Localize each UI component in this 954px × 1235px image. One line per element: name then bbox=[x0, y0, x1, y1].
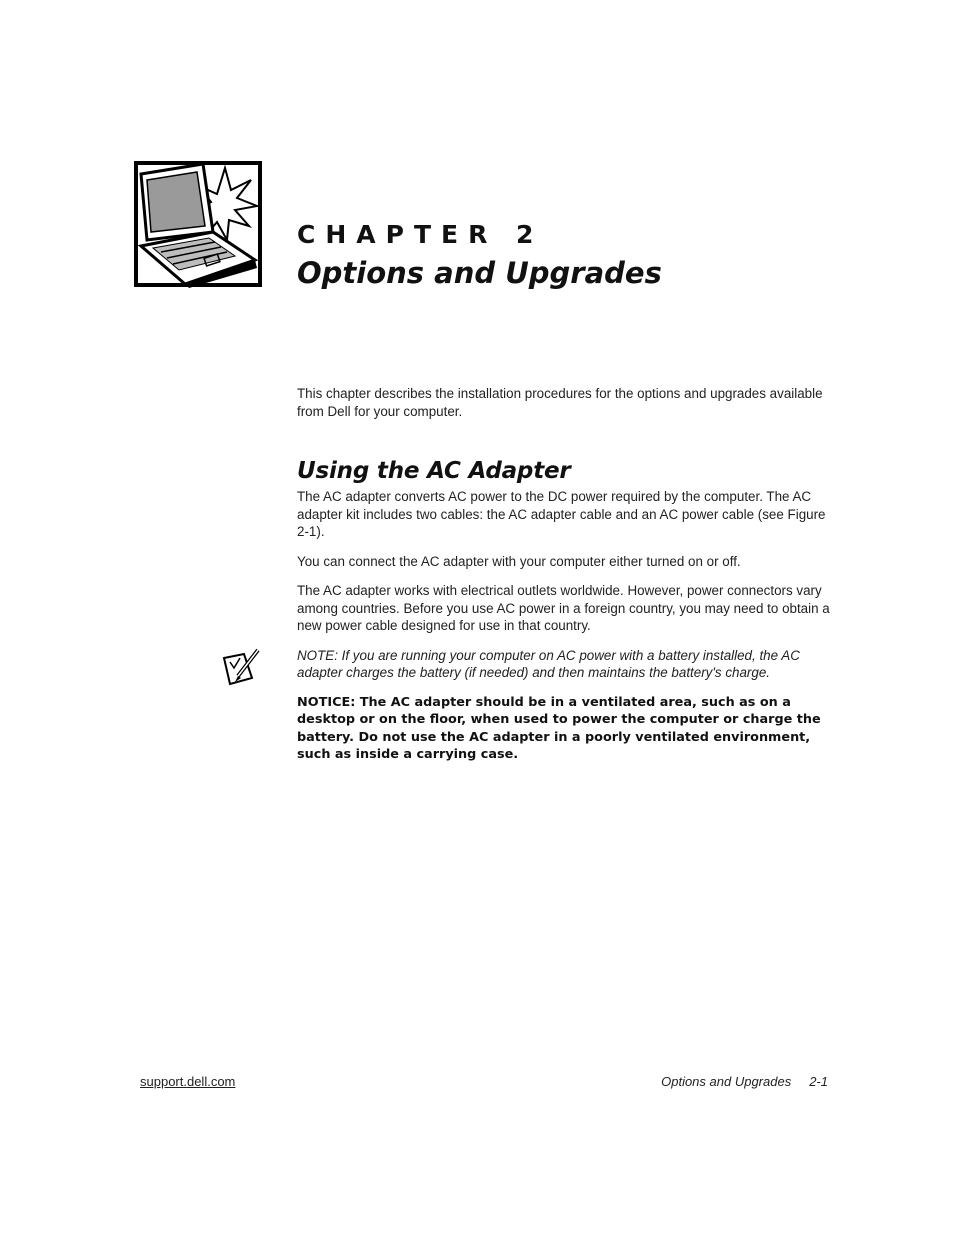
chapter-title: Options and Upgrades bbox=[297, 256, 662, 290]
body-paragraph: The AC adapter converts AC power to the DC power required by the computer. The AC adapter kit includes two cables: the AC adapter cable and an AC power cable (see Figure 2-1). bbox=[297, 489, 826, 539]
body-paragraph: You can connect the AC adapter with your computer either turned on or off. bbox=[297, 553, 741, 569]
chapter-label: CHAPTER 2 bbox=[297, 220, 544, 249]
page-number: 2-1 bbox=[809, 1074, 828, 1089]
body-paragraph: The AC adapter works with electrical outlets worldwide. However, power connectors vary among countries. Before you use AC power in a foreign country, you may need to obtain a new power cable designed for use in that country. bbox=[297, 583, 830, 633]
section-heading: Using the AC Adapter bbox=[297, 458, 571, 484]
intro-paragraph: This chapter describes the installation procedures for the options and upgrades available from Dell for your computer. bbox=[297, 386, 823, 419]
chapter-content bbox=[297, 385, 832, 764]
notice-text: NOTICE: The AC adapter should be in a ventilated area, such as on a desktop or on the floor, when used to power the computer or charge the battery. Do not use the AC adapter in a poorly ventilated environment, such as inside a carrying case. bbox=[297, 694, 821, 762]
laptop-illustration-icon bbox=[133, 160, 263, 288]
footer-section-title: Options and Upgrades bbox=[661, 1074, 792, 1089]
support-link[interactable]: support.dell.com bbox=[140, 1074, 236, 1089]
note-text: NOTE: If you are running your computer on AC power with a battery installed, the AC adapter charges the battery (if needed) and then maintains the battery's charge. bbox=[297, 647, 800, 680]
running-footer bbox=[661, 1074, 828, 1089]
pencil-note-icon bbox=[222, 648, 262, 688]
